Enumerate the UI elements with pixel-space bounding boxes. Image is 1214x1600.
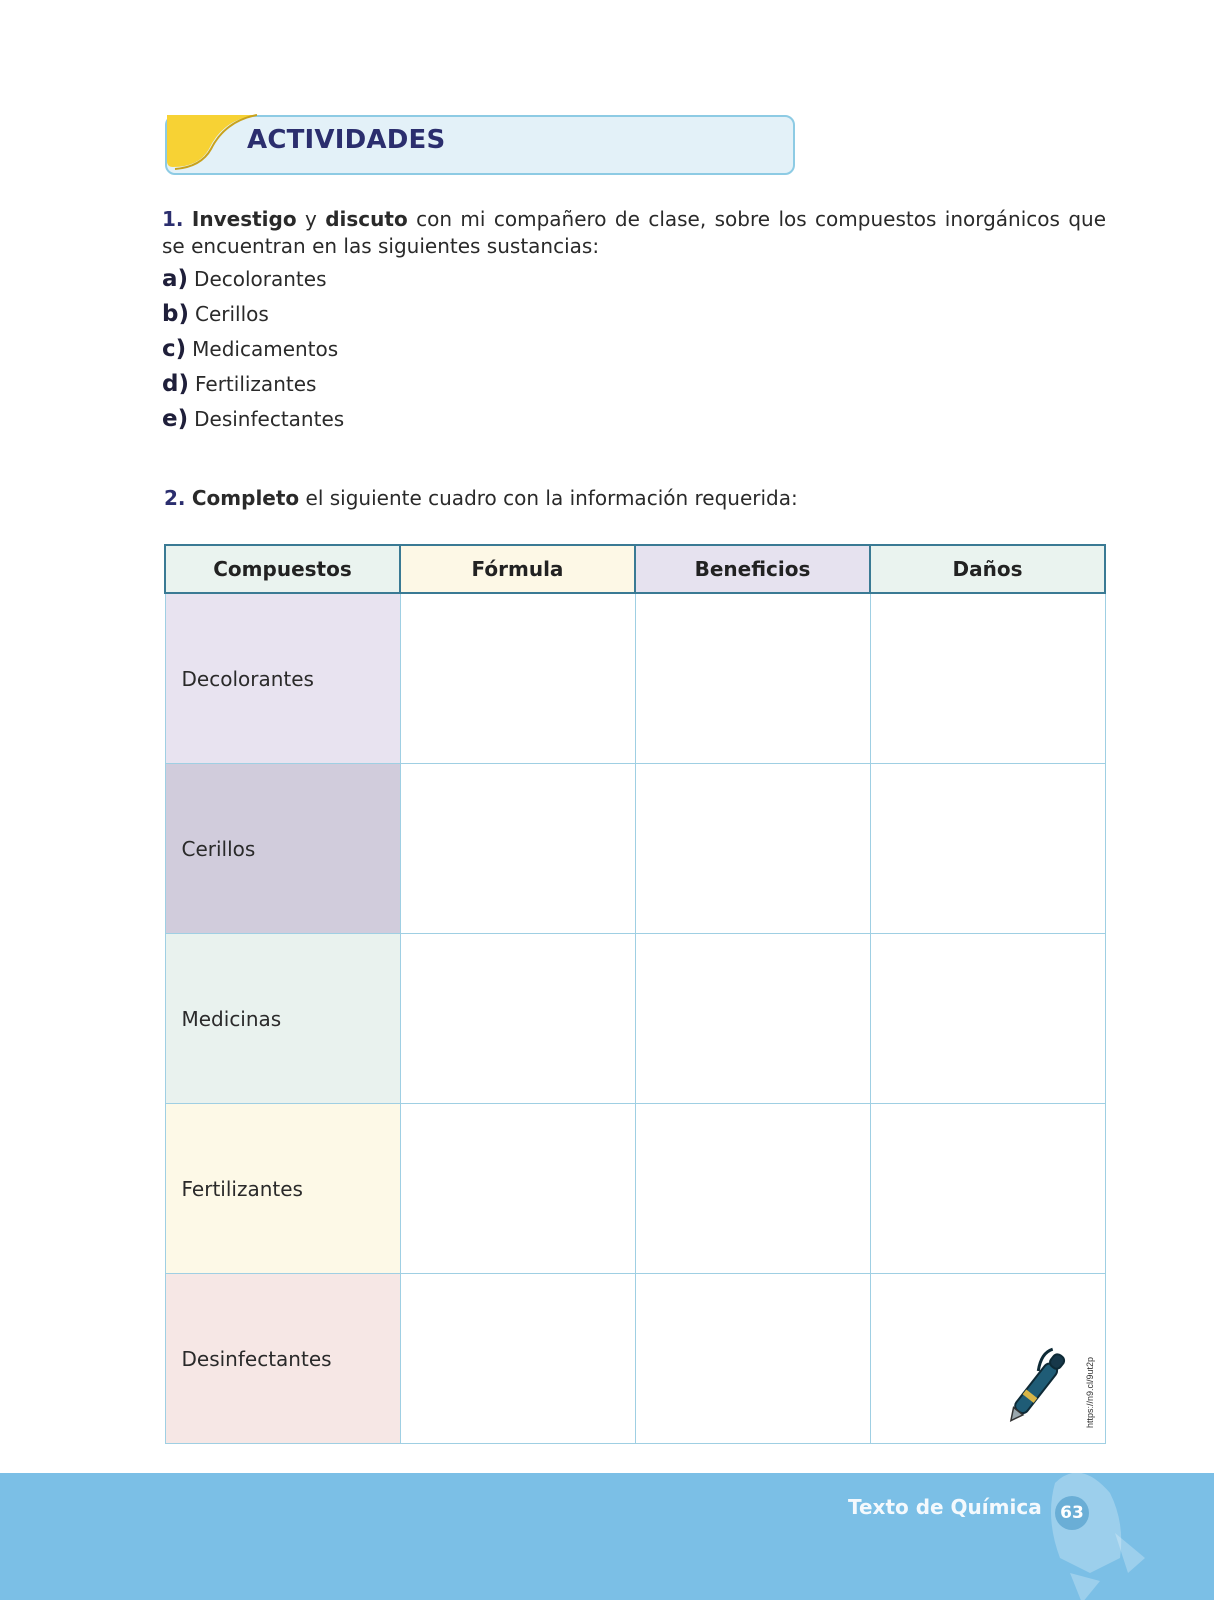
row-label-medicinas: Medicinas (165, 934, 400, 1104)
row-label-decolorantes: Decolorantes (165, 593, 400, 764)
header-danos: Daños (870, 545, 1105, 593)
banner-yellow-tab (163, 109, 257, 171)
row-label-fertilizantes: Fertilizantes (165, 1104, 400, 1274)
option-item (162, 402, 344, 437)
input-cell-beneficios[interactable] (635, 593, 870, 764)
rocket-icon (1020, 1473, 1150, 1600)
header-compuestos: Compuestos (165, 545, 400, 593)
option-letter: c) (162, 336, 187, 362)
question-1-number: 1. (162, 207, 184, 231)
option-item (162, 332, 344, 367)
question-1-verb-1: Investigo (191, 207, 297, 231)
activities-banner (165, 115, 793, 173)
input-cell-beneficios[interactable] (635, 1274, 870, 1444)
compounds-table (164, 544, 1106, 1444)
input-cell-beneficios[interactable] (635, 934, 870, 1104)
question-2-number: 2. (164, 486, 186, 510)
table-header-row (165, 545, 1105, 593)
question-1-options (162, 262, 344, 437)
option-letter: d) (162, 371, 189, 397)
table-row (165, 764, 1105, 934)
question-1-verb-2: discuto (325, 207, 408, 231)
input-cell-formula[interactable] (400, 593, 635, 764)
input-cell-formula[interactable] (400, 764, 635, 934)
option-text: Medicamentos (192, 337, 339, 361)
table-row (165, 1104, 1105, 1274)
option-item (162, 367, 344, 402)
input-cell-formula[interactable] (400, 1274, 635, 1444)
question-1-rest: con mi compañero de clase, sobre los compuestos inorgánicos que se encuentran en las siguientes sustancias: (162, 207, 1107, 258)
question-2-verb: Completo (191, 486, 300, 510)
page-footer (0, 1473, 1214, 1600)
input-cell-beneficios[interactable] (635, 1104, 870, 1274)
question-1-text (162, 206, 1106, 260)
row-label-cerillos: Cerillos (165, 764, 400, 934)
option-letter: a) (162, 266, 189, 292)
option-text: Desinfectantes (194, 407, 345, 431)
option-text: Fertilizantes (194, 372, 317, 396)
row-label-desinfectantes: Desinfectantes (165, 1274, 400, 1444)
footer-book-title: Texto de Química (848, 1495, 1042, 1519)
input-cell-danos[interactable] (870, 1104, 1105, 1274)
banner-title: ACTIVIDADES (247, 125, 446, 155)
header-formula: Fórmula (400, 545, 635, 593)
page-number: 63 (1055, 1496, 1089, 1530)
option-text: Decolorantes (194, 267, 327, 291)
input-cell-danos[interactable] (870, 764, 1105, 934)
option-text: Cerillos (194, 302, 269, 326)
input-cell-danos[interactable] (870, 934, 1105, 1104)
input-cell-formula[interactable] (400, 1104, 635, 1274)
option-item (162, 262, 344, 297)
option-letter: e) (162, 406, 189, 432)
header-beneficios: Beneficios (635, 545, 870, 593)
question-2-rest: el siguiente cuadro con la información requerida: (299, 486, 798, 510)
option-item (162, 297, 344, 332)
option-letter: b) (162, 301, 189, 327)
input-cell-beneficios[interactable] (635, 764, 870, 934)
question-1-connector: y (296, 207, 326, 231)
table-row (165, 1274, 1105, 1444)
table-row (165, 593, 1105, 764)
table-row (165, 934, 1105, 1104)
input-cell-danos[interactable] (870, 593, 1105, 764)
source-url[interactable]: https://n9.cl/9ut2p (1085, 1356, 1095, 1428)
question-2-text (164, 484, 798, 512)
input-cell-formula[interactable] (400, 934, 635, 1104)
pen-icon (1000, 1340, 1080, 1430)
